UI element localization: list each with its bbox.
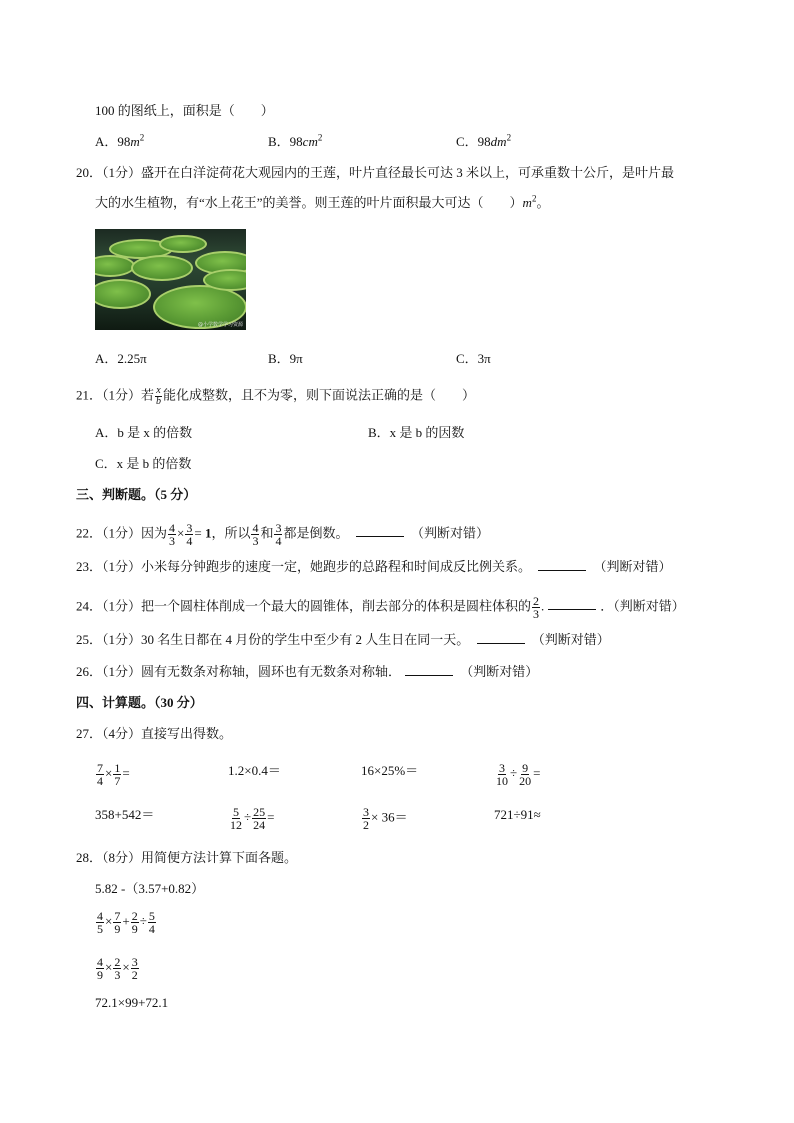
q20-line2: 大的水生植物，有“水上花王”的美誉。则王莲的叶片面积最大可达（ ）$m^2$。	[95, 193, 550, 210]
q27-item-4: $\frac{3}{10}$ ÷ $\frac{9}{20}$ =	[496, 761, 541, 788]
q19-tail: 100 的图纸上，面积是（ ）	[95, 103, 274, 118]
q27-item-2: 1.2×0.4＝	[228, 763, 281, 778]
q28-expr-3: $\frac{4}{9}$ × $\frac{2}{3}$ × $\frac{3}{2}$	[97, 955, 138, 982]
q19-option-a[interactable]: A．$98m^2$	[95, 132, 145, 149]
answer-blank[interactable]	[477, 631, 525, 644]
q28-expr-1: 5.82 -（3.57+0.82）	[95, 881, 205, 896]
q26: 26．（1分）圆有无数条对称轴，圆环也有无数条对称轴． （判断对错）	[76, 664, 539, 679]
q25: 25．（1分）30 名生日都在 4 月份的学生中至少有 2 人生日在同一天。 （判断对错）	[76, 632, 610, 647]
fraction-x-over-b: $\frac{x}{b}$	[156, 385, 162, 407]
q21-option-a[interactable]: A．b 是 x 的倍数	[95, 425, 193, 440]
q27-item-7: $\frac{3}{2}$ × 36＝	[363, 805, 408, 832]
q19-option-b[interactable]: B．$98cm^2$	[268, 132, 323, 149]
q28-title: 28．（8分）用简便方法计算下面各题。	[76, 850, 298, 865]
answer-blank[interactable]	[356, 524, 404, 537]
q21-option-c[interactable]: C．x 是 b 的倍数	[95, 456, 192, 471]
q27-item-5: 358+542＝	[95, 807, 155, 822]
q23: 23．（1分）小米每分钟跑步的速度一定，她跑步的总路程和时间成反比例关系。 （判断对错）	[76, 559, 672, 574]
q19-option-c[interactable]: C．$98dm^2$	[456, 132, 512, 149]
q21-option-b[interactable]: B．x 是 b 的因数	[368, 425, 465, 440]
lotus-leaves-photo: @小学数学学习资源	[95, 229, 246, 330]
q22: 22．（1分）因为 $\frac{4}{3}$ × $\frac{3}{4}$ = 1，所以 $\frac{4}{3}$ 和 $\frac{3}{4}$ 都是倒数。 （判断对错）	[76, 521, 490, 548]
q20-option-b[interactable]: B．9π	[268, 351, 303, 366]
q20-option-a[interactable]: A．2.25π	[95, 351, 147, 366]
q20-option-c[interactable]: C．3π	[456, 351, 491, 366]
answer-blank[interactable]	[405, 663, 453, 676]
q28-expr-4: 72.1×99+72.1	[95, 995, 169, 1010]
section-3-heading: 三、判断题。（5 分）	[76, 487, 197, 502]
q20-line1: 20．（1分）盛开在白洋淀荷花大观园内的王莲，叶片直径最长可达 3 米以上，可承重数十公斤，是叶片最	[76, 165, 675, 180]
q27-item-1: $\frac{7}{4}$ × $\frac{1}{7}$ =	[97, 761, 130, 788]
q27-item-8: 721÷91≈	[494, 807, 541, 822]
answer-blank[interactable]	[548, 597, 596, 610]
q27-title: 27．（4分）直接写出得数。	[76, 726, 233, 741]
q21-stem: 21．（1分）若 $\frac{x}{b}$ 能化成整数，且不为零，则下面说法正确的是（ ）	[76, 385, 476, 407]
section-4-heading: 四、计算题。（30 分）	[76, 695, 203, 710]
q27-item-3: 16×25%＝	[361, 763, 419, 778]
answer-blank[interactable]	[538, 558, 586, 571]
q24: 24．（1分）把一个圆柱体削成一个最大的圆锥体，削去部分的体积是圆柱体积的 $\frac{2}{3}$ . ．（判断对错）	[76, 594, 685, 621]
q28-expr-2: $\frac{4}{5}$ × $\frac{7}{9}$ + $\frac{2}{9}$ ÷ $\frac{5}{4}$	[97, 909, 155, 936]
q27-item-6: $\frac{5}{12}$ ÷ $\frac{25}{24}$ =	[230, 805, 275, 832]
